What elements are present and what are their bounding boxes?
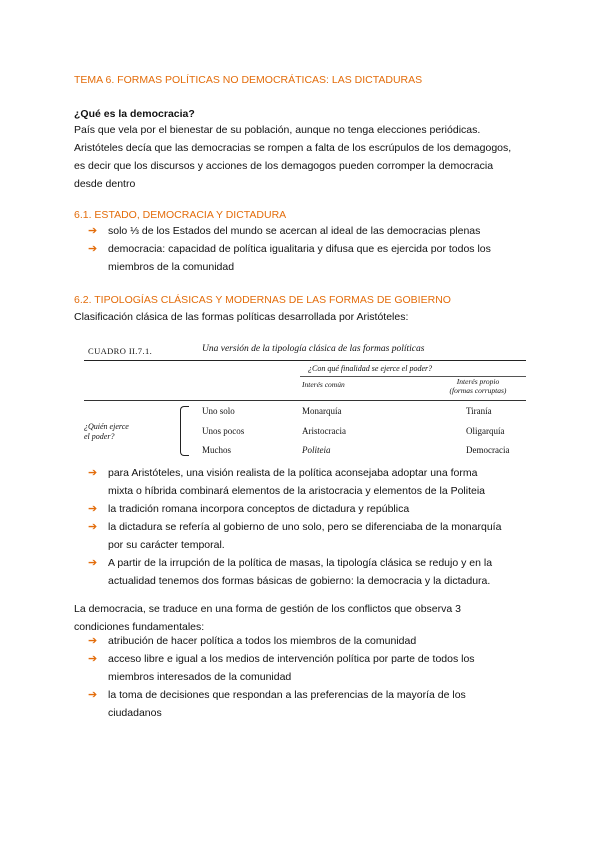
- list-item: ➔ acceso libre e igual a los medios de intervención política por parte de todos los miembros interesados de la comunidad: [88, 650, 528, 686]
- table-col-common-interest: Interés común: [302, 380, 345, 389]
- section-3-intro: La democracia, se traduce en una forma de gestión de los conflictos que observa 3 condiciones fundamentales:: [74, 603, 461, 633]
- section-6-2-list: [88, 464, 528, 590]
- list-item: ➔ para Aristóteles, una visión realista de la política aconsejaba adoptar una forma mixta o híbrida combinará elementos de la aristocracia y elementos de la Politeia: [88, 464, 528, 500]
- table-top-rule: [84, 360, 526, 361]
- arrow-right-icon: ➔: [88, 635, 98, 647]
- arrow-right-icon: ➔: [88, 503, 98, 515]
- section-heading-6-1: 6.1. ESTADO, DEMOCRACIA Y DICTADURA: [74, 209, 287, 221]
- table-cell-good: Politeia: [302, 445, 331, 455]
- arrow-right-icon: ➔: [88, 467, 98, 479]
- intro-question: ¿Qué es la democracia?: [74, 108, 195, 120]
- table-cell-bad: Tiranía: [466, 406, 492, 416]
- table-cell-who: Unos pocos: [202, 426, 245, 436]
- table-col-own-interest: Interés propio (formas corruptas): [449, 377, 507, 395]
- table-row-label: ¿Quién ejerce el poder?: [84, 422, 129, 441]
- table-cell-bad: Oligarquía: [466, 426, 505, 436]
- arrow-right-icon: ➔: [88, 557, 98, 569]
- table-cell-who: Uno solo: [202, 406, 235, 416]
- list-item: ➔ atribución de hacer política a todos los miembros de la comunidad: [88, 632, 528, 650]
- arrow-right-icon: ➔: [88, 689, 98, 701]
- arrow-right-icon: ➔: [88, 243, 98, 255]
- table-cell-who: Muchos: [202, 445, 231, 455]
- arrow-right-icon: ➔: [88, 225, 98, 237]
- table-mid-rule: [84, 400, 526, 401]
- table-cell-good: Aristocracia: [302, 426, 346, 436]
- section-3-list: [88, 632, 528, 722]
- list-item: ➔ la dictadura se refería al gobierno de uno solo, pero se diferenciaba de la monarquía por su carácter temporal.: [88, 518, 528, 554]
- table-cell-bad: Democracia: [466, 445, 510, 455]
- intro-line: desde dentro: [74, 178, 136, 190]
- typology-table: [76, 340, 526, 458]
- list-item: ➔ democracia: capacidad de política igualitaria y difusa que es ejercida por todos los miembros de la comunidad: [88, 240, 528, 276]
- intro-line: País que vela por el bienestar de su población, aunque no tenga elecciones periódicas.: [74, 124, 481, 136]
- table-caption-title: Una versión de la tipología clásica de las formas políticas: [202, 344, 425, 354]
- section-heading-6-2: 6.2. TIPOLOGÍAS CLÁSICAS Y MODERNAS DE LAS FORMAS DE GOBIERNO: [74, 294, 451, 306]
- table-header-question: ¿Con qué finalidad se ejerce el poder?: [308, 364, 433, 373]
- list-item: ➔ la toma de decisiones que respondan a las preferencias de la mayoría de los ciudadanos: [88, 686, 528, 722]
- intro-paragraph: [74, 121, 534, 193]
- intro-line: es decir que los discursos y acciones de los demagogos pueden corromper la democracia: [74, 160, 494, 172]
- section-6-1-list: [88, 222, 528, 276]
- list-item: ➔ A partir de la irrupción de la política de masas, la tipología clásica se redujo y en la actualidad tenemos dos formas básicas de gobierno: la democracia y la dictadura.: [88, 554, 528, 590]
- section-6-2-intro: Clasificación clásica de las formas políticas desarrollada por Aristóteles:: [74, 311, 409, 323]
- list-item: ➔ solo ⅓ de los Estados del mundo se acercan al ideal de las democracias plenas: [88, 222, 528, 240]
- arrow-right-icon: ➔: [88, 653, 98, 665]
- intro-line: Aristóteles decía que las democracias se rompen a falta de los escrúpulos de los demagogos,: [74, 142, 512, 154]
- table-bracket: [180, 406, 189, 456]
- list-item: ➔ la tradición romana incorpora conceptos de dictadura y república: [88, 500, 528, 518]
- table-cell-good: Monarquía: [302, 406, 342, 416]
- arrow-right-icon: ➔: [88, 521, 98, 533]
- page-title: TEMA 6. FORMAS POLÍTICAS NO DEMOCRÁTICAS: LAS DICTADURAS: [74, 74, 423, 86]
- table-caption-number: CUADRO II.7.1.: [88, 346, 153, 356]
